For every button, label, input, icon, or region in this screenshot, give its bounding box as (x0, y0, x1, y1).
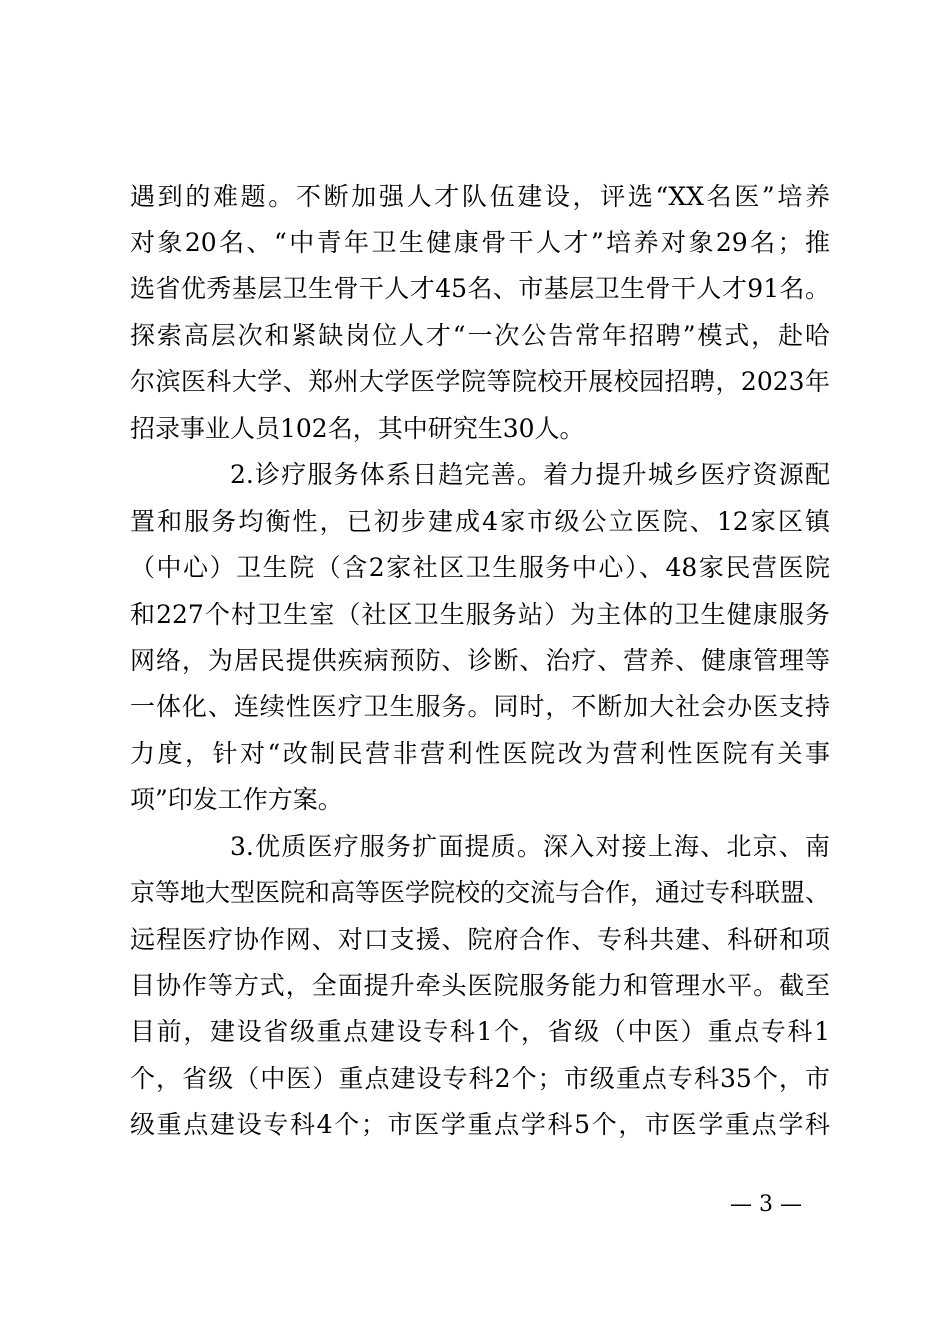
text-line: 选省优秀基层卫生骨干人才45名、市基层卫生骨干人才91名。 (130, 274, 830, 303)
text-line: 招录事业人员102名，其中研究生30人。 (130, 414, 585, 443)
text-line: 和227个村卫生室（社区卫生服务站）为主体的卫生健康服务 (130, 600, 830, 629)
text-line: 遇到的难题。不断加强人才队伍建设，评选“XX名医”培养 (130, 182, 830, 211)
text-line: 尔滨医科大学、郑州大学医学院等院校开展校园招聘，2023年 (130, 367, 830, 396)
text-line: 级重点建设专科4个；市医学重点学科5个，市医学重点学科 (130, 1110, 830, 1139)
paragraph-heading-line: 3.优质医疗服务扩面提质。深入对接上海、北京、南 (230, 832, 830, 861)
text-line: 京等地大型医院和高等医学院校的交流与合作，通过专科联盟、 (130, 878, 831, 907)
text-line: 网络，为居民提供疾病预防、诊断、治疗、营养、健康管理等 (130, 646, 830, 675)
text-line: 置和服务均衡性，已初步建成4家市级公立医院、12家区镇 (130, 507, 830, 536)
text-line: 探索高层次和紧缺岗位人才“一次公告常年招聘”模式，赴哈 (130, 321, 830, 350)
text-line: 项”印发工作方案。 (130, 785, 343, 814)
text-line: 远程医疗协作网、对口支援、院府合作、专科共建、科研和项 (130, 925, 830, 954)
text-line: 力度，针对“改制民营非营利性医院改为营利性医院有关事 (130, 739, 830, 768)
text-line: 目协作等方式，全面提升牵头医院服务能力和管理水平。截至 (130, 971, 830, 1000)
page-number: — 3 — (730, 1192, 802, 1217)
text-line: （中心）卫生院（含2家社区卫生服务中心）、48家民营医院 (130, 553, 830, 582)
text-line: 对象20名、“中青年卫生健康骨干人才”培养对象29名；推 (130, 228, 830, 257)
text-line: 一体化、连续性医疗卫生服务。同时，不断加大社会办医支持 (130, 692, 830, 721)
text-line: 目前，建设省级重点建设专科1个，省级（中医）重点专科1 (130, 1017, 830, 1046)
text-line: 个，省级（中医）重点建设专科2个；市级重点专科35个，市 (130, 1064, 830, 1093)
paragraph-heading-line: 2.诊疗服务体系日趋完善。着力提升城乡医疗资源配 (230, 460, 830, 489)
